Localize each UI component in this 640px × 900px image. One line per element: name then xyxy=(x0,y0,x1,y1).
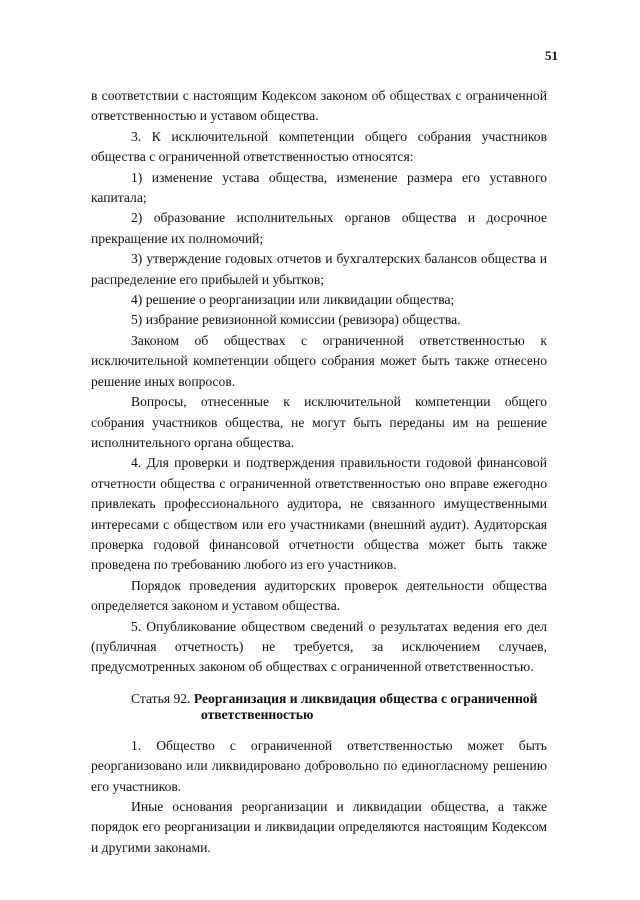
list-item-5: 5) избрание ревизионной комиссии (ревизора) общества. xyxy=(131,312,461,328)
paragraph-clause-4: 4. Для проверки и подтверждения правильности годовой финансовой отчетности общества с ограниченной ответственностью оно вправе ежегодно привлекать профессионального аудитора, не связанного имущественными интересами с обществом или его участниками (внешний аудит). Аудиторская проверка годовой финансовой отчетности общества может быть также проведена по требованию любого из его участников. xyxy=(91,455,547,573)
paragraph-article-92-other-grounds: Иные основания реорганизации и ликвидации общества, а также порядок его реорганизации и ликвидации определяются настоящим Кодексом и другими законами. xyxy=(91,799,547,855)
paragraph-audit-procedure: Порядок проведения аудиторских проверок деятельности общества определяется законом и уставом общества. xyxy=(91,577,547,614)
document-body xyxy=(91,86,547,858)
list-item-2: 2) образование исполнительных органов общества и досрочное прекращение их полномочий; xyxy=(91,210,547,246)
paragraph-clause-5: 5. Опубликование обществом сведений о результатах ведения его дел (публичная отчетность) не требуется, за исключением случаев, предусмотренных законом об обществах с ограниченной ответственностью. xyxy=(91,618,547,675)
article-number: Статья 92. xyxy=(131,690,191,706)
page-number: 51 xyxy=(545,48,558,63)
article-title-continuation: ответственностью xyxy=(201,706,314,722)
article-title: Реорганизация и ликвидация общества с ограниченной xyxy=(193,690,538,706)
article-92-body xyxy=(91,736,547,858)
paragraph-clause-3: 3. К исключительной компетенции общего собрания участников общества с ограниченной ответственностью относятся: xyxy=(91,128,547,165)
list-item-3: 3) утверждение годовых отчетов и бухгалтерских балансов общества и распределение его прибылей и убытков; xyxy=(91,251,547,287)
paragraph-continuation: в соответствии с настоящим Кодексом законом об обществах с ограниченной ответственностью и уставом общества. xyxy=(91,88,547,124)
article-heading xyxy=(91,691,547,723)
paragraph-article-92-clause-1: 1. Общество с ограниченной ответственностью может быть реорганизовано или ликвидировано добровольно по единогласному решению его участников. xyxy=(91,737,547,794)
article-91-continuation xyxy=(91,86,547,678)
list-item-1: 1) изменение устава общества, изменение размера его уставного капитала; xyxy=(91,169,547,206)
list-item-4: 4) решение о реорганизации или ликвидации общества; xyxy=(131,292,455,308)
paragraph-law-competence: Законом об обществах с ограниченной ответственностью к исключительной компетенции общего собрания может быть также отнесено решение иных вопросов. xyxy=(91,332,547,389)
paragraph-questions: Вопросы, отнесенные к исключительной компетенции общего собрания участников общества, не могут быть переданы им на решение исполнительного органа общества. xyxy=(91,394,547,450)
